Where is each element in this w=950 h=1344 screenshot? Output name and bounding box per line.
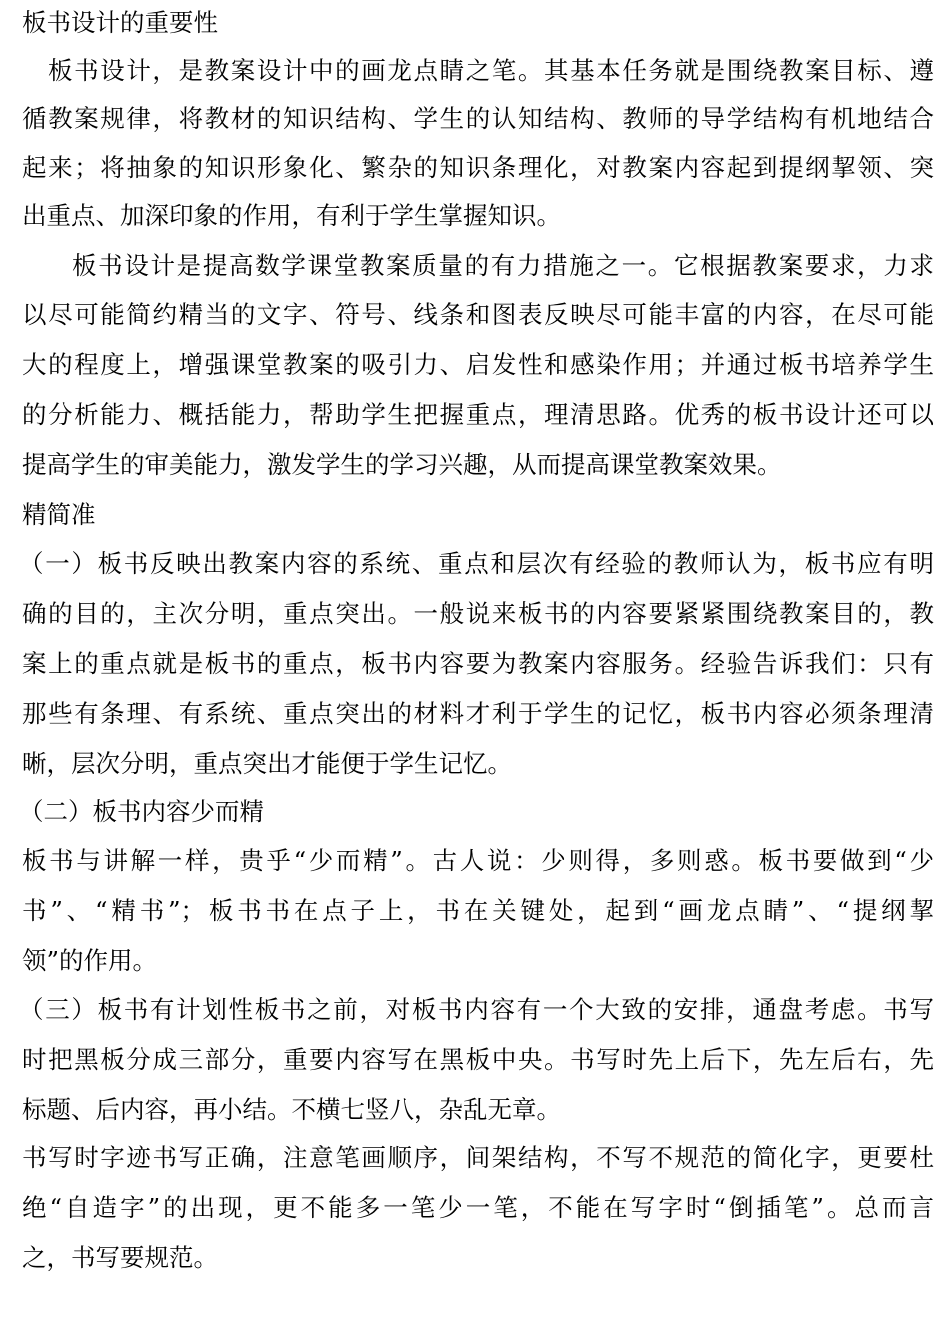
section3-line-3: 标题、后内容，再小结。不横七竖八，杂乱无章。 [22, 1095, 561, 1124]
section3-line-1: （三）板书有计划性板书之前，对板书内容有一个大致的安排，通盘考虑。书写 [19, 995, 934, 1024]
heading-importance: 板书设计的重要性 [22, 8, 218, 37]
para2-line-2: 以尽可能简约精当的文字、符号、线条和图表反映尽可能丰富的内容，在尽可能 [22, 300, 934, 329]
section2-line-2: 书”、“精书”；板书书在点子上，书在关键处，起到“画龙点睛”、“提纲挈 [22, 896, 934, 925]
heading-concise: 精简准 [22, 500, 96, 529]
para1-line-1: 板书设计，是教案设计中的画龙点睛之笔。其基本任务就是围绕教案目标、遵 [48, 56, 934, 85]
section3-line-2: 时把黑板分成三部分，重要内容写在黑板中央。书写时先上后下，先左后右，先 [22, 1045, 934, 1074]
section1-line-3: 案上的重点就是板书的重点，板书内容要为教案内容服务。经验告诉我们：只有 [22, 649, 934, 678]
para-last-line-3: 之，书写要规范。 [22, 1243, 218, 1272]
section2-title: （二）板书内容少而精 [19, 797, 264, 826]
para-last-line-2: 绝“自造字”的出现，更不能多一笔少一笔，不能在写字时“倒插笔”。总而言 [22, 1193, 934, 1222]
section2-line-1: 板书与讲解一样，贵乎“少而精”。古人说：少则得，多则惑。板书要做到“少 [22, 846, 934, 875]
section1-line-5: 晰，层次分明，重点突出才能便于学生记忆。 [22, 749, 512, 778]
section1-line-2: 确的目的，主次分明，重点突出。一般说来板书的内容要紧紧围绕教案目的，教 [22, 599, 934, 628]
para1-line-3: 起来；将抽象的知识形象化、繁杂的知识条理化，对教案内容起到提纲挈领、突 [22, 153, 934, 182]
para1-line-2: 循教案规律，将教材的知识结构、学生的认知结构、教师的导学结构有机地结合 [22, 104, 934, 133]
para-last-line-1: 书写时字迹书写正确，注意笔画顺序，间架结构，不写不规范的简化字，更要杜 [22, 1143, 934, 1172]
section2-line-3: 领”的作用。 [22, 946, 158, 975]
section1-line-4: 那些有条理、有系统、重点突出的材料才利于学生的记忆，板书内容必须条理清 [22, 699, 934, 728]
para1-line-4: 出重点、加深印象的作用，有利于学生掌握知识。 [22, 201, 561, 230]
para2-line-5: 提高学生的审美能力，激发学生的学习兴趣，从而提高课堂教案效果。 [22, 450, 782, 479]
para2-line-4: 的分析能力、概括能力，帮助学生把握重点，理清思路。优秀的板书设计还可以 [22, 400, 934, 429]
para2-line-1: 板书设计是提高数学课堂教案质量的有力措施之一。它根据教案要求，力求 [72, 251, 934, 280]
para2-line-3: 大的程度上，增强课堂教案的吸引力、启发性和感染作用；并通过板书培养学生 [22, 350, 934, 379]
section1-line-1: （一）板书反映出教案内容的系统、重点和层次有经验的教师认为，板书应有明 [19, 549, 934, 578]
